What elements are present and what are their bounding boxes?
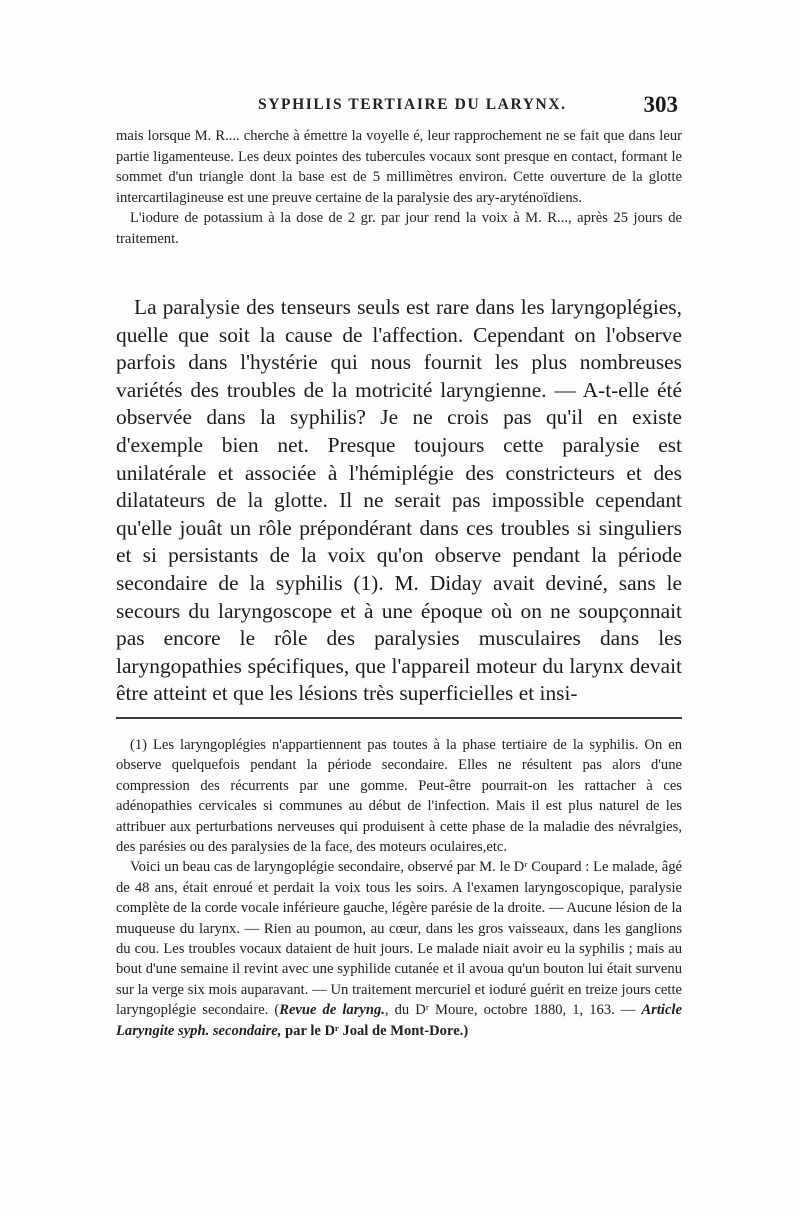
running-head: SYPHILIS TERTIAIRE DU LARYNX. — [258, 96, 567, 113]
case-report-text — [116, 126, 682, 249]
journal-title: Revue de laryng. — [279, 1002, 385, 1019]
footnote-case-text: Voici un beau cas de laryngoplégie secondaire, observé par M. le Dʳ Coupard : Le malade, âgé de 48 ans, était enroué et perdait la voix tous les soirs. A l'examen laryngoscopique, paralysie complète de la corde vocale inférieure gauche, légère parésie de la droite. — Aucune lésion de la muqueuse du larynx. — Rien au poumon, au cœur, dans les gros vaisseaux, dans les ganglions du cou. Les troubles vocaux dataient de huit jours. Le malade niait avoir eu la syphilis ; mais au bout d'une semaine il revint avec une syphilide cutanée et il avoua qu'un bouton lui était survenu sur la verge six mois auparavant. — Un traitement mercuriel et ioduré guérit en treize jours cette laryngoplégie secondaire. ( — [116, 859, 682, 1019]
page-header — [116, 92, 682, 122]
article-title: Article Laryngite syph. secondaire, — [116, 1002, 682, 1039]
footnote-citation-end: par le Dʳ Joal de Mont-Dore.) — [281, 1022, 469, 1039]
footnote-citation: , du Dʳ Moure, octobre 1880, 1, 163. — — [384, 1002, 642, 1019]
page-number: 303 — [643, 92, 678, 117]
main-text — [116, 294, 682, 708]
case-paragraph-2: L'iodure de potassium à la dose de 2 gr. par jour rend la voix à M. R..., après 25 jours de traitement. — [116, 210, 682, 247]
main-paragraph: La paralysie des tenseurs seuls est rare dans les laryngoplégies, quelle que soit la cause de l'affection. Cependant on l'observe parfois dans l'hystérie qui nous fournit les plus nombreuses variétés des troubles de la motricité laryngienne. — A-t-elle été observée dans la syphilis? Je ne crois pas qu'il en existe d'exemple bien net. Presque toujours cette paralysie est unilatérale et associée à l'hémiplégie des constricteurs et des dilatateurs de la glotte. Il ne serait pas impossible cependant qu'elle jouât un rôle prépondérant dans ces troubles si singuliers et si persistants de la voix qu'on observe pendant la période secondaire de la syphilis (1). M. Diday avait deviné, sans le secours du laryngoscope et à une époque où on ne soupçonnait pas encore le rôle des paralysies musculaires dans les laryngopathies spécifiques, que l'appareil moteur du larynx devait être atteint et que les lésions très superficielles et insi- — [116, 295, 682, 706]
footnote-1: (1) Les laryngoplégies n'appartiennent pas toutes à la phase tertiaire de la syphilis. On en observe quelquefois pendant la période secondaire. Elles ne résultent pas alors d'une compression des récurrents par une gomme. Peut-être pourrait-on les rattacher à ces adénopathies cervicales si communes au début de l'infection. Mais il est plus naturel de les attribuer aux perturbations nerveuses qui produisent à cette phase de la maladie des névralgies, des parésies ou des paralysies de la face, des moteurs oculaires,etc. — [116, 737, 682, 856]
footnote-1-case — [116, 857, 682, 1041]
case-paragraph-1: mais lorsque M. R.... cherche à émettre la voyelle é, leur rapprochement ne se fait que dans leur partie ligamenteuse. Les deux pointes des tubercules vocaux sont presque en contact, formant le sommet d'un triangle dont la base est de 5 millimètres environ. Cette ouverture de la glotte intercartilagineuse est une preuve certaine de la paralysie des ary-aryténoïdiens. — [116, 128, 682, 206]
footnote-divider — [116, 717, 682, 719]
footnotes — [116, 735, 682, 1041]
